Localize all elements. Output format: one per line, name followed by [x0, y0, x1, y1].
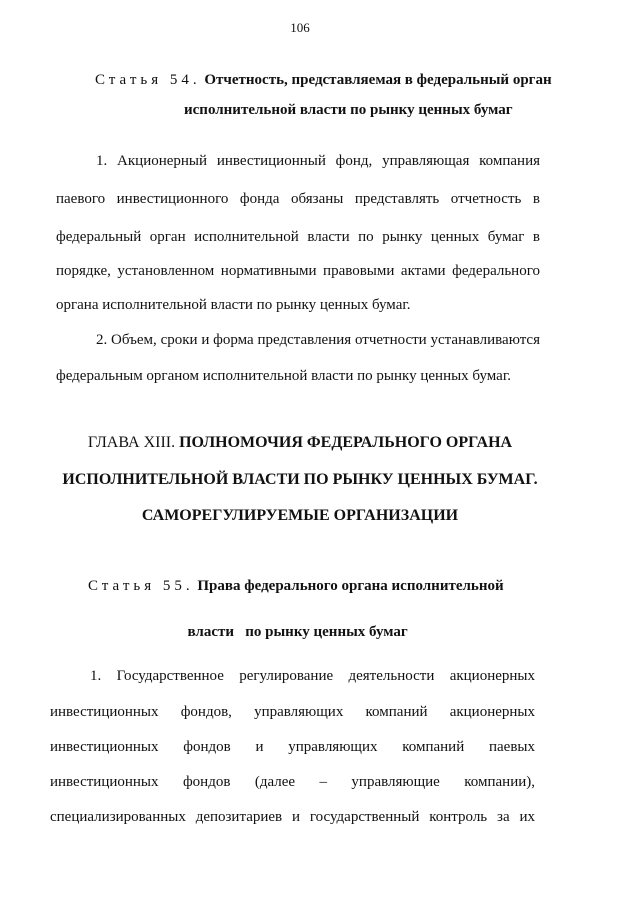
- article-54-heading: [95, 72, 552, 89]
- article-55-title-line1: Права федерального органа исполнительной: [197, 578, 504, 594]
- chapter-13-line3: [0, 507, 600, 525]
- chapter-13-title-line2: ИСПОЛНИТЕЛЬНОЙ ВЛАСТИ ПО РЫНКУ ЦЕННЫХ БУМАГ.: [62, 471, 538, 488]
- chapter-13-line1: [0, 434, 600, 452]
- page-number: 106: [290, 20, 310, 35]
- article-54-p1-line1: 1. Акционерный инвестиционный фонд, управляющая компания: [96, 153, 540, 169]
- article-55-p1-line3: инвестиционных фондов и управляющих компаний паевых: [50, 739, 535, 755]
- article-55-title-line2: власти по рынку ценных бумаг: [187, 624, 408, 640]
- article-55-p1-line5: специализированных депозитариев и государственный контроль за их: [50, 809, 535, 825]
- article-54-p1-line3: федеральный орган исполнительной власти по рынку ценных бумаг в: [56, 229, 540, 245]
- article-54-p2-line2: федеральным органом исполнительной власти по рынку ценных бумаг.: [56, 368, 512, 384]
- article-54-p1-line5: органа исполнительной власти по рынку ценных бумаг.: [56, 297, 411, 313]
- chapter-13-title-line3: САМОРЕГУЛИРУЕМЫЕ ОРГАНИЗАЦИИ: [141, 507, 459, 524]
- article-54-p1-line4: порядке, установленном нормативными правовыми актами федерального: [56, 263, 540, 279]
- article-54-p2-line1: 2. Объем, сроки и форма представления отчетности устанавливаются: [96, 332, 540, 348]
- article-54-heading-line2: [184, 102, 513, 119]
- article-55-p1-line2: инвестиционных фондов, управляющих компаний акционерных: [50, 704, 535, 720]
- article-55-label: Статья 55.: [88, 578, 194, 594]
- article-54-p1-line2: паевого инвестиционного фонда обязаны представлять отчетность в: [56, 191, 540, 207]
- article-54-title-line2: исполнительной власти по рынку ценных бумаг: [184, 102, 513, 118]
- article-55-p1-line1: 1. Государственное регулирование деятельности акционерных: [90, 668, 535, 684]
- article-54-title-line1: Отчетность, представляемая в федеральный орган: [204, 72, 552, 88]
- article-55-heading-line2: [180, 607, 408, 641]
- chapter-13-title-line1: ПОЛНОМОЧИЯ ФЕДЕРАЛЬНОГО ОРГАНА: [179, 434, 513, 451]
- article-55-heading: [88, 578, 504, 595]
- chapter-13-label: ГЛАВА XIII.: [87, 434, 176, 451]
- article-54-label: Статья 54.: [95, 72, 201, 88]
- article-55-p1-line4: инвестиционных фондов (далее – управляющие компании),: [50, 774, 535, 790]
- chapter-13-line2: [0, 471, 600, 489]
